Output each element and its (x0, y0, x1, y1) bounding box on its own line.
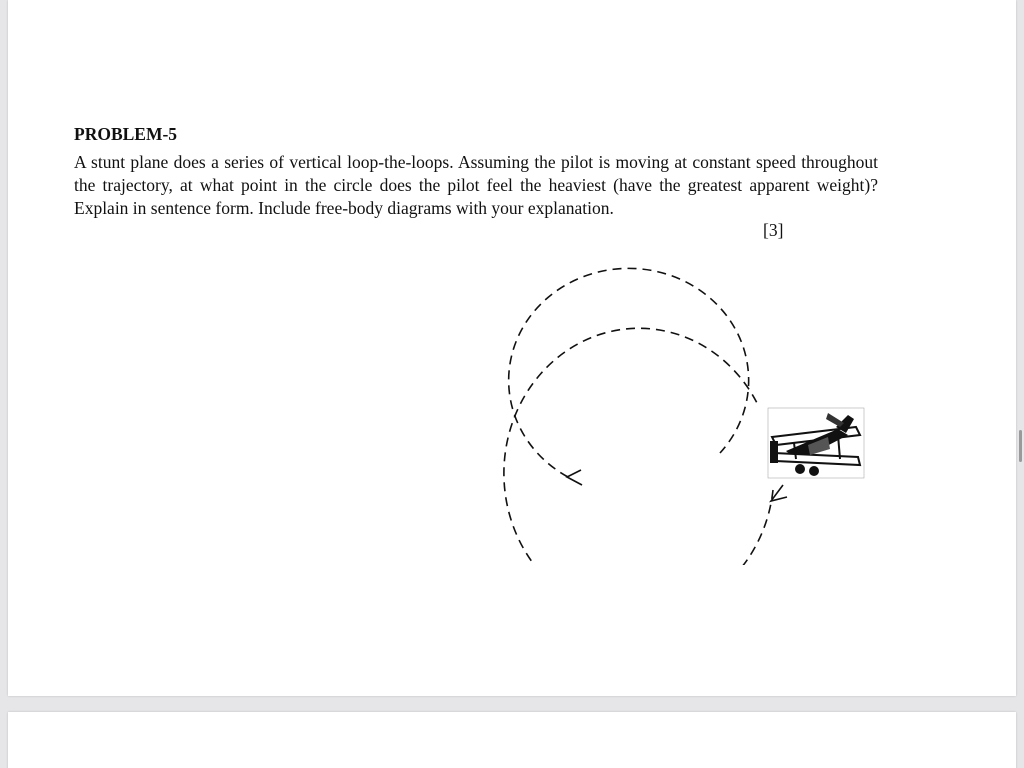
inner-arrow-icon (567, 470, 582, 485)
problem-title: PROBLEM-5 (74, 124, 178, 144)
biplane-icon (768, 408, 864, 478)
marks-label: [3] (763, 220, 784, 240)
inner-loop-path (509, 268, 749, 477)
scrollbar[interactable] (1019, 430, 1022, 462)
document-page (8, 0, 1016, 696)
outer-loop-path (504, 328, 773, 565)
problem-text: A stunt plane does a series of vertical loop-the-loops. Assuming the pilot is moving at constant speed throughout the trajectory, at what point in the circle does the pilot feel the heaviest (have the greatest apparent weight)? Explain in sentence form. Include free-body diagrams with your explanation. (74, 152, 878, 218)
loop-diagram (478, 255, 878, 565)
document-page-next (8, 712, 1016, 768)
